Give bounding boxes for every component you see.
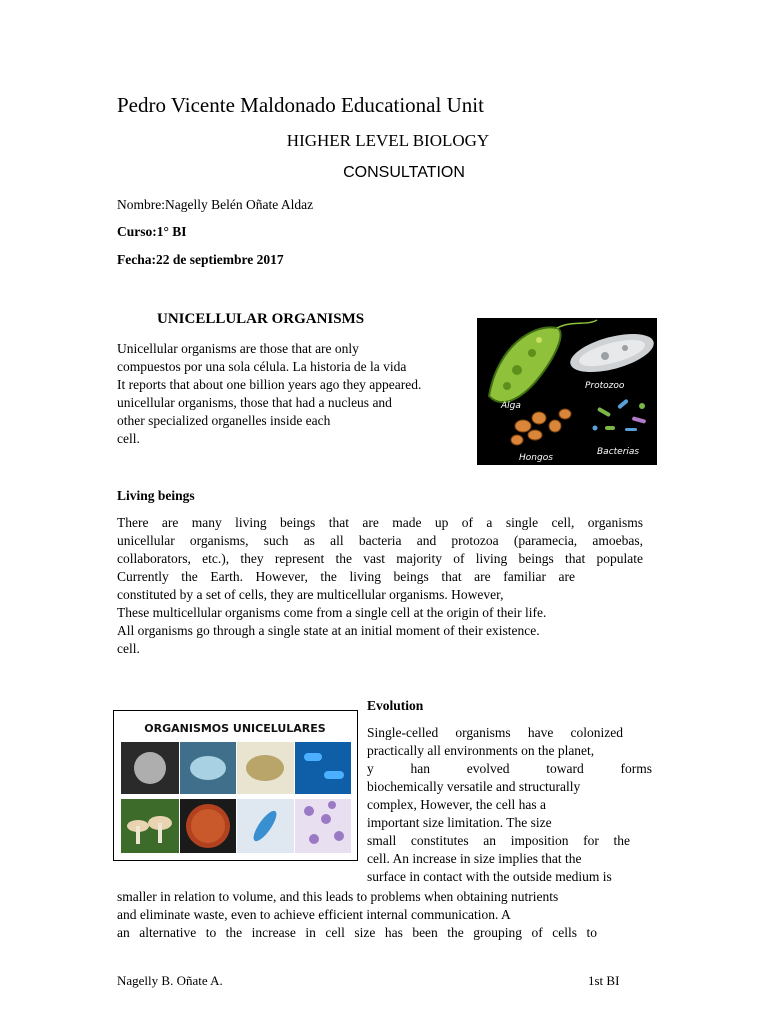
paragraph-line: cell. An increase in size implies that the [367,851,582,866]
student-course: Curso:1° BI [117,224,187,239]
paragraph-line: cell. [117,641,140,656]
paragraph-line: Single-celled organisms have colonized [367,725,623,740]
paragraph-line: other specialized organelles inside each [117,413,331,428]
protozoo-label: Protozoo [585,381,625,391]
paragraph-line: practically all environments on the planet, [367,743,595,758]
living-beings-paragraph [117,514,643,658]
footer-author: Nagelly B. Oñate A. [117,973,223,988]
school-name: Pedro Vicente Maldonado Educational Unit [117,93,484,117]
section-title-living-beings: Living beings [117,488,195,503]
evolution-full-paragraph [117,888,637,942]
microorganisms-illustration [477,318,657,465]
paragraph-line: important size limitation. The size [367,815,552,830]
microorganisms-image [477,318,657,465]
section-title-evolution: Evolution [367,698,424,713]
bacterias-label: Bacterias [597,447,640,457]
paragraph-line: unicellular organisms, such as all bacteria and protozoa (paramecia, amoebas, [117,533,643,548]
evolution-side-paragraph [367,724,652,886]
paragraph-line: an alternative to the increase in cell size has been the grouping of cells to [117,925,597,940]
paragraph-line: y han evolved toward forms [367,761,652,776]
paragraph-line: These multicellular organisms come from a single cell at the origin of their life. [117,605,547,620]
paragraph-line: smaller in relation to volume, and this leads to problems when obtaining nutrients [117,889,559,904]
paragraph-line: collaborators, etc.), they represent the vast majority of living beings that populate [117,551,643,566]
paragraph-line: There are many living beings that are made up of a single cell, organisms [117,515,643,530]
footer-course: 1st BI [588,973,620,988]
paragraph-line: and eliminate waste, even to achieve efficient internal communication. A [117,907,511,922]
paragraph-line: Currently the Earth. However, the living beings that are familiar are [117,569,575,584]
section-title-unicellular: UNICELLULAR ORGANISMS [157,311,365,327]
document-type: CONSULTATION [343,164,465,181]
paragraph-line: small constitutes an imposition for the [367,833,630,848]
unicellular-collage-image [113,710,358,861]
paragraph-line: It reports that about one billion years ago they appeared. [117,377,422,392]
paragraph-line: surface in contact with the outside medium is [367,869,612,884]
paragraph-line: compuestos por una sola célula. La historia de la vida [117,359,407,374]
unicellular-paragraph [117,340,462,448]
course-title: HIGHER LEVEL BIOLOGY [286,131,490,150]
paragraph-line: All organisms go through a single state at an initial moment of their existence. [117,623,540,638]
paragraph-line: unicellular organisms, those that had a nucleus and [117,395,392,410]
paragraph-line: complex, However, the cell has a [367,797,547,812]
paragraph-line: Unicellular organisms are those that are only [117,341,359,356]
paragraph-line: biochemically versatile and structurally [367,779,581,794]
hongos-label: Hongos [519,453,553,463]
paragraph-line: constituted by a set of cells, they are multicellular organisms. However, [117,587,504,602]
student-name: Nombre:Nagelly Belén Oñate Aldaz [117,197,314,212]
alga-label: Alga [501,401,521,411]
collage-illustration [114,711,357,860]
collage-title: ORGANISMOS UNICELULARES [144,722,326,735]
document-date: Fecha:22 de septiembre 2017 [117,252,284,267]
paragraph-line: cell. [117,431,140,446]
